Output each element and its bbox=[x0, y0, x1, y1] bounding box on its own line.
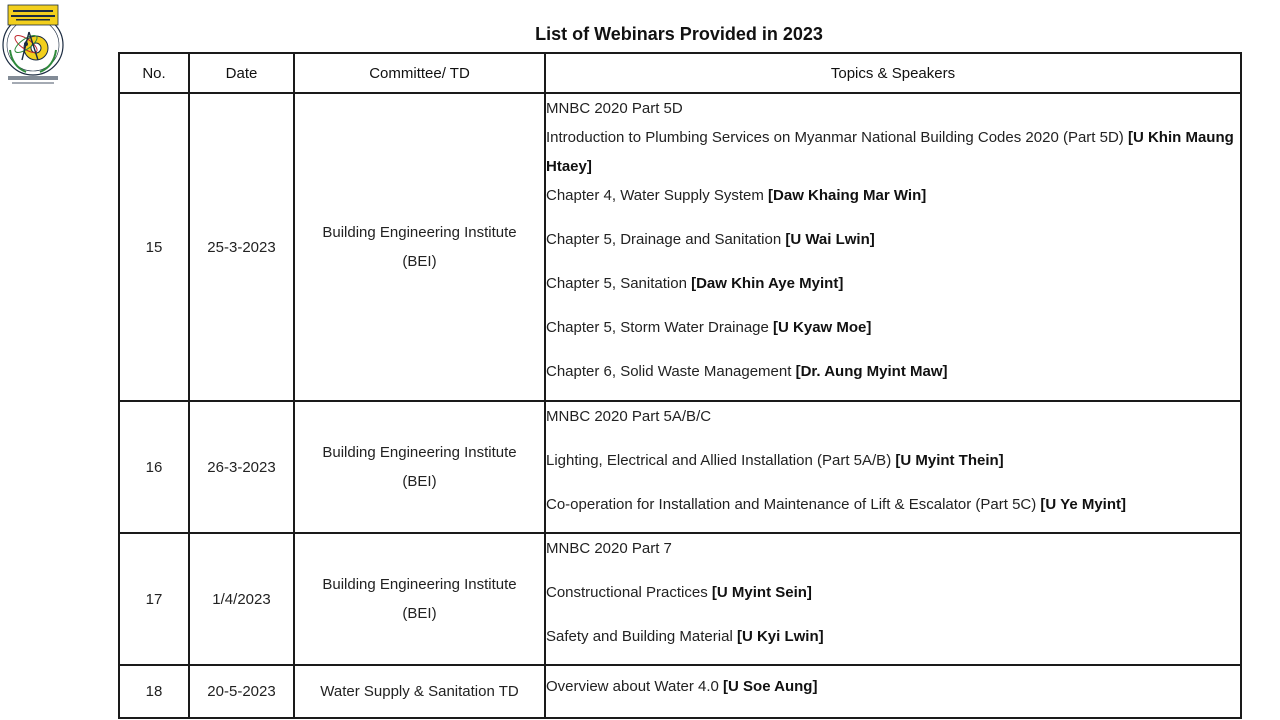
topic-item bbox=[546, 446, 1240, 475]
speaker-name: [U Wai Lwin] bbox=[785, 231, 875, 248]
committee-line: Building Engineering Institute bbox=[322, 444, 517, 461]
committee-line: Building Engineering Institute bbox=[322, 224, 517, 241]
speaker-name: [U Kyi Lwin] bbox=[736, 628, 824, 645]
topic-item bbox=[546, 269, 1240, 298]
speaker-name: [U Khin Maung Htaey] bbox=[546, 129, 1234, 175]
column-header-no: No. bbox=[119, 53, 189, 93]
topic-text: Overview about Water 4.0 bbox=[546, 678, 724, 695]
speaker-name: [Dr. Aung Myint Maw] bbox=[795, 363, 948, 380]
committee-line: (BEI) bbox=[402, 253, 437, 270]
row-date: 1/4/2023 bbox=[189, 533, 294, 665]
speaker-name: [U Ye Myint] bbox=[1040, 496, 1126, 513]
topic-text: Co-operation for Installation and Maintenance of Lift & Escalator (Part 5C) bbox=[546, 496, 1041, 513]
topic-item bbox=[546, 225, 1240, 254]
topic-item bbox=[546, 578, 1240, 607]
row-number: 17 bbox=[119, 533, 189, 665]
column-header-date: Date bbox=[189, 53, 294, 93]
table-row bbox=[119, 665, 1241, 718]
topic-item bbox=[546, 313, 1240, 342]
federation-logo-icon bbox=[2, 2, 64, 88]
row-committee bbox=[294, 665, 545, 718]
topic-item bbox=[546, 534, 1240, 563]
topic-item bbox=[546, 490, 1240, 519]
federation-logo bbox=[2, 2, 64, 88]
topic-text: MNBC 2020 Part 7 bbox=[546, 540, 672, 557]
speaker-name: [Daw Khin Aye Myint] bbox=[691, 275, 844, 292]
topic-text: MNBC 2020 Part 5D bbox=[546, 100, 683, 117]
committee-line: Building Engineering Institute bbox=[322, 576, 517, 593]
topic-text: Introduction to Plumbing Services on Myanmar National Building Codes 2020 (Part 5D) bbox=[546, 129, 1128, 146]
speaker-name: [U Kyaw Moe] bbox=[773, 319, 872, 336]
speaker-name: [U Myint Sein] bbox=[711, 584, 812, 601]
row-number: 15 bbox=[119, 93, 189, 401]
row-committee bbox=[294, 401, 545, 533]
topic-item bbox=[546, 181, 1240, 210]
table-row bbox=[119, 401, 1241, 533]
topic-item bbox=[546, 402, 1240, 431]
table-header-row bbox=[119, 53, 1241, 93]
topic-text: MNBC 2020 Part 5A/B/C bbox=[546, 408, 712, 425]
table-row bbox=[119, 93, 1241, 401]
speaker-name: [U Myint Thein] bbox=[895, 452, 1004, 469]
row-committee bbox=[294, 93, 545, 401]
topic-text: Constructional Practices bbox=[546, 584, 712, 601]
column-header-committee: Committee/ TD bbox=[294, 53, 545, 93]
row-number: 18 bbox=[119, 665, 189, 718]
row-date: 26-3-2023 bbox=[189, 401, 294, 533]
topic-item bbox=[546, 672, 1240, 701]
webinars-table bbox=[118, 52, 1242, 719]
row-committee bbox=[294, 533, 545, 665]
table-row bbox=[119, 533, 1241, 665]
topic-text: Chapter 6, Solid Waste Management bbox=[546, 363, 796, 380]
committee-line: (BEI) bbox=[402, 473, 437, 490]
row-topics bbox=[545, 533, 1241, 665]
speaker-name: [U Soe Aung] bbox=[723, 678, 818, 695]
speaker-name: [Daw Khaing Mar Win] bbox=[768, 187, 927, 204]
topic-item bbox=[546, 622, 1240, 651]
committee-line: Water Supply & Sanitation TD bbox=[320, 683, 519, 700]
row-date: 20-5-2023 bbox=[189, 665, 294, 718]
row-date: 25-3-2023 bbox=[189, 93, 294, 401]
topic-text: Chapter 4, Water Supply System bbox=[546, 187, 769, 204]
topic-item bbox=[546, 123, 1240, 181]
topic-text: Chapter 5, Drainage and Sanitation bbox=[546, 231, 786, 248]
topic-text: Chapter 5, Storm Water Drainage bbox=[546, 319, 774, 336]
row-number: 16 bbox=[119, 401, 189, 533]
topic-text: Safety and Building Material bbox=[546, 628, 737, 645]
topic-text: Chapter 5, Sanitation bbox=[546, 275, 692, 292]
committee-line: (BEI) bbox=[402, 605, 437, 622]
row-topics bbox=[545, 93, 1241, 401]
column-header-topics: Topics & Speakers bbox=[545, 53, 1241, 93]
topic-item bbox=[546, 357, 1240, 386]
row-topics bbox=[545, 665, 1241, 718]
topic-item bbox=[546, 94, 1240, 123]
page-title: List of Webinars Provided in 2023 bbox=[535, 24, 823, 44]
row-topics bbox=[545, 401, 1241, 533]
topic-text: Lighting, Electrical and Allied Installation (Part 5A/B) bbox=[546, 452, 896, 469]
